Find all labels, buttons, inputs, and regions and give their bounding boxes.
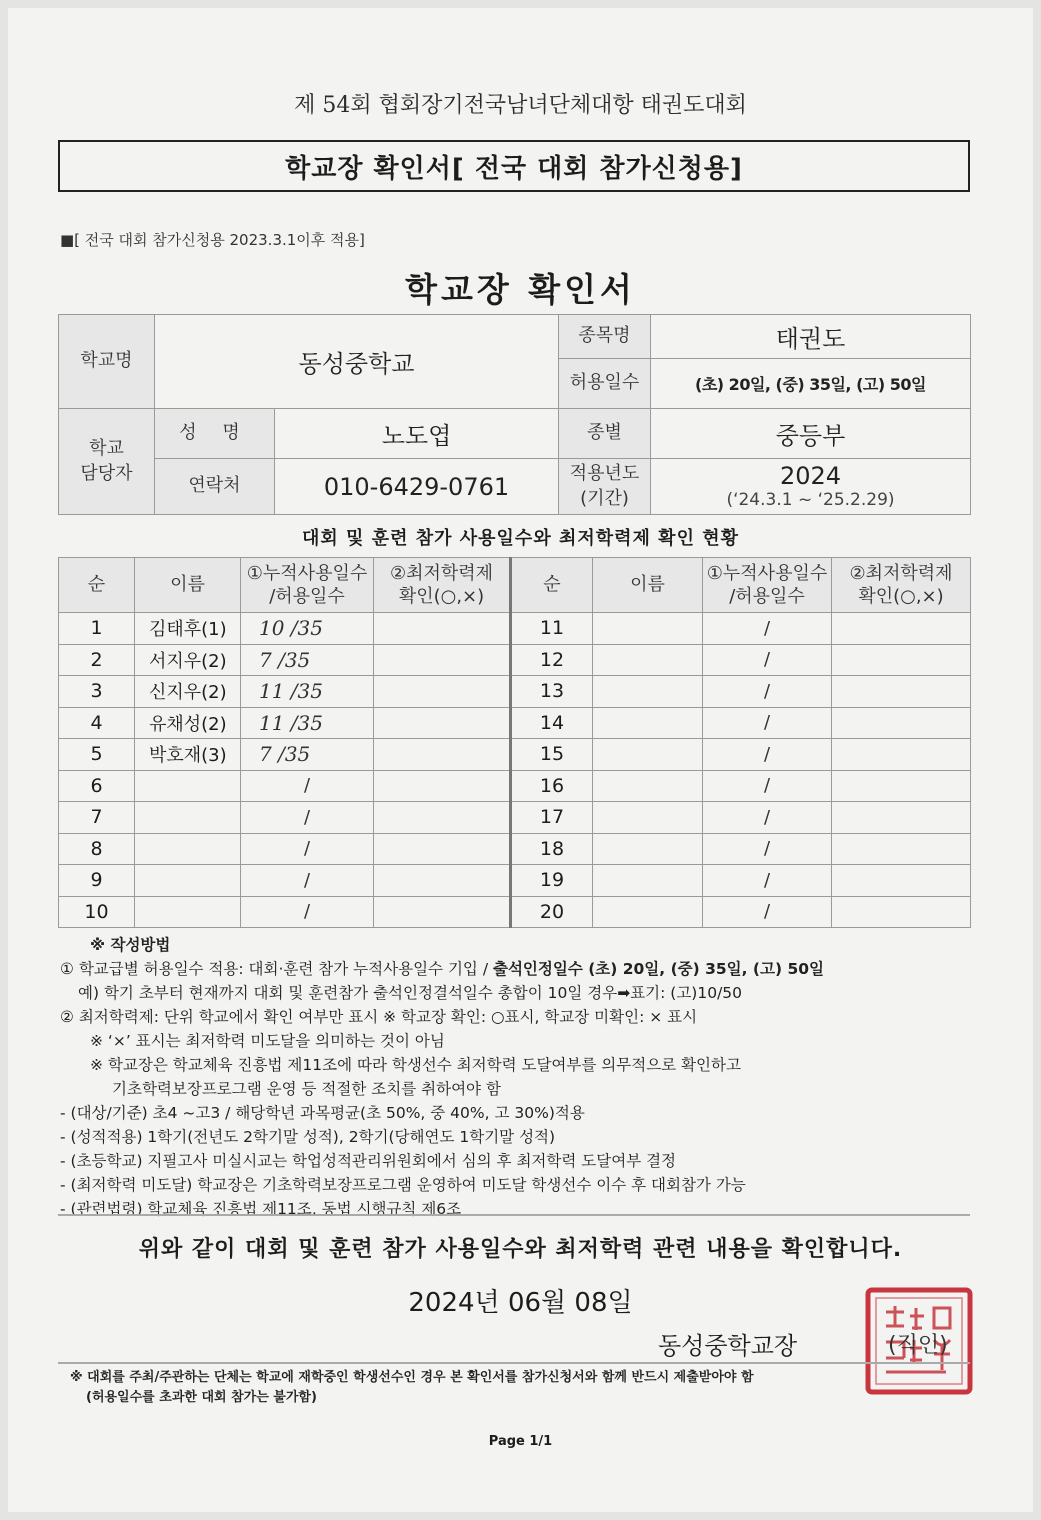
allowed-days-label: 허용일수 xyxy=(559,359,651,409)
table-row xyxy=(59,770,971,802)
days-used: / xyxy=(703,739,832,771)
note-7: - (성적적용) 1학기(전년도 2학기말 성적), 2학기(당해연도 1학기말 성적) xyxy=(60,1128,556,1146)
table-row xyxy=(59,896,971,928)
check-mark xyxy=(832,676,971,708)
note-10: - (관련법령) 학교체육 진흥법 제11조, 동법 시행규칙 제6조 xyxy=(60,1200,462,1218)
row-number: 14 xyxy=(511,707,593,739)
days-used: / xyxy=(703,707,832,739)
note-5: 기초학력보장프로그램 운영 등 적절한 조치를 취하여야 함 xyxy=(112,1080,501,1098)
row-number: 11 xyxy=(511,613,593,645)
days-used: 7 /35 xyxy=(241,739,374,771)
days-used: / xyxy=(703,644,832,676)
header-check: ②최저학력제 확인(○,×) xyxy=(832,558,971,613)
check-mark xyxy=(374,833,511,865)
school-label: 학교명 xyxy=(59,315,155,409)
row-number: 15 xyxy=(511,739,593,771)
table-row xyxy=(59,802,971,834)
days-used: 11 /35 xyxy=(241,707,374,739)
table-row xyxy=(59,833,971,865)
issue-date: 2024년 06월 08일 xyxy=(408,1288,633,1318)
row-number: 7 xyxy=(59,802,135,834)
header-check: ②최저학력제 확인(○,×) xyxy=(374,558,511,613)
student-name xyxy=(135,896,241,928)
days-used: / xyxy=(703,865,832,897)
note-4: ※ 학교장은 학교체육 진흥법 제11조에 따라 학생선수 최저학력 도달여부를 의무적으로 확인하고 xyxy=(90,1056,741,1074)
row-number: 4 xyxy=(59,707,135,739)
status-table xyxy=(58,557,971,928)
check-mark xyxy=(374,802,511,834)
check-mark xyxy=(374,739,511,771)
name-label: 성 명 xyxy=(155,409,275,459)
student-name xyxy=(135,865,241,897)
check-mark xyxy=(832,644,971,676)
footnote xyxy=(70,1368,754,1408)
row-number: 19 xyxy=(511,865,593,897)
note-1-bold: 출석인정일수 (초) 20일, (중) 35일, (고) 50일 xyxy=(492,960,825,978)
row-number: 8 xyxy=(59,833,135,865)
days-used: / xyxy=(241,833,374,865)
check-mark xyxy=(832,707,971,739)
header-no: 순 xyxy=(59,558,135,613)
table-row xyxy=(59,707,971,739)
row-number: 10 xyxy=(59,896,135,928)
check-mark xyxy=(374,613,511,645)
student-name xyxy=(593,613,703,645)
note-6: - (대상/기준) 초4 ~고3 / 해당학년 과목평균(초 50%, 중 40%, 고 30%)적용 xyxy=(60,1104,585,1122)
footnote-line-2: (허용일수를 초과한 대회 참가는 불가함) xyxy=(86,1390,317,1405)
period-value: (‘24.3.1 ~ ‘25.2.29) xyxy=(726,489,895,510)
student-name xyxy=(593,707,703,739)
student-name xyxy=(593,644,703,676)
table-row xyxy=(59,676,971,708)
student-name xyxy=(135,833,241,865)
row-number: 1 xyxy=(59,613,135,645)
note-1-text: ① 학교급별 허용일수 적용: 대회·훈련 참가 누적사용일수 기입 / xyxy=(60,960,493,978)
student-name: 신지우(2) xyxy=(135,676,241,708)
table-row xyxy=(59,865,971,897)
category-value: 중등부 xyxy=(651,409,971,459)
manager-label: 학교 담당자 xyxy=(59,409,155,515)
seal-label: (직인) xyxy=(888,1333,948,1358)
table-row xyxy=(59,644,971,676)
days-used: 10 /35 xyxy=(241,613,374,645)
student-name xyxy=(593,896,703,928)
check-mark xyxy=(832,770,971,802)
divider xyxy=(58,1214,970,1216)
allowed-days-value: (초) 20일, (중) 35일, (고) 50일 xyxy=(651,359,971,409)
note-1 xyxy=(60,957,960,981)
sub-note: ■[ 전국 대회 참가신청용 2023.3.1이후 적용] xyxy=(60,231,365,249)
row-number: 2 xyxy=(59,644,135,676)
check-mark xyxy=(832,833,971,865)
footer-divider xyxy=(58,1362,970,1364)
instructions xyxy=(60,933,960,1221)
check-mark xyxy=(832,896,971,928)
year-value: 2024 xyxy=(779,461,842,490)
header-name: 이름 xyxy=(135,558,241,613)
header-days: ①누적사용일수 /허용일수 xyxy=(241,558,374,613)
header-no: 순 xyxy=(511,558,593,613)
row-number: 9 xyxy=(59,865,135,897)
days-used: / xyxy=(703,802,832,834)
contact-value: 010-6429-0761 xyxy=(275,459,559,515)
days-used: / xyxy=(703,770,832,802)
days-used: 11 /35 xyxy=(241,676,374,708)
note-3: ※ ‘×’ 표시는 최저학력 미도달을 의미하는 것이 아님 xyxy=(90,1032,445,1050)
days-used: / xyxy=(703,676,832,708)
row-number: 17 xyxy=(511,802,593,834)
student-name: 박호재(3) xyxy=(135,739,241,771)
confirm-statement: 위와 같이 대회 및 훈련 참가 사용일수와 최저학력 관련 내용을 확인합니다. xyxy=(138,1237,903,1262)
row-number: 13 xyxy=(511,676,593,708)
year-label: 적용년도 (기간) xyxy=(559,459,651,515)
row-number: 18 xyxy=(511,833,593,865)
days-used: 7 /35 xyxy=(241,644,374,676)
school-name: 동성중학교 xyxy=(155,315,559,409)
manager-name: 노도엽 xyxy=(275,409,559,459)
notes-heading: ※ 작성방법 xyxy=(90,936,171,954)
days-used: / xyxy=(241,865,374,897)
row-number: 16 xyxy=(511,770,593,802)
info-table xyxy=(58,314,971,515)
days-used: / xyxy=(241,770,374,802)
days-used: / xyxy=(703,833,832,865)
student-name: 서지우(2) xyxy=(135,644,241,676)
footnote-line-1: ※ 대회를 주최/주관하는 단체는 학교에 재학중인 학생선수인 경우 본 확인서를 참가신청서와 함께 반드시 제출받아야 함 xyxy=(70,1370,754,1385)
student-name xyxy=(593,739,703,771)
table-row xyxy=(59,613,971,645)
check-mark xyxy=(832,802,971,834)
student-name xyxy=(135,770,241,802)
check-mark xyxy=(374,896,511,928)
days-used: / xyxy=(703,896,832,928)
box-title: 학교장 확인서[ 전국 대회 참가신청용] xyxy=(58,140,970,192)
row-number: 5 xyxy=(59,739,135,771)
student-name xyxy=(593,865,703,897)
check-mark xyxy=(832,613,971,645)
row-number: 20 xyxy=(511,896,593,928)
days-used: / xyxy=(241,802,374,834)
check-mark xyxy=(832,865,971,897)
row-number: 3 xyxy=(59,676,135,708)
check-mark xyxy=(832,739,971,771)
header-days: ①누적사용일수 /허용일수 xyxy=(703,558,832,613)
category-label: 종별 xyxy=(559,409,651,459)
contact-label: 연락처 xyxy=(155,459,275,515)
row-number: 12 xyxy=(511,644,593,676)
status-title: 대회 및 훈련 참가 사용일수와 최저학력제 확인 현황 xyxy=(301,528,739,549)
main-title: 학교장 확인서 xyxy=(405,270,636,309)
check-mark xyxy=(374,770,511,802)
check-mark xyxy=(374,644,511,676)
student-name xyxy=(593,833,703,865)
page-number: Page 1/1 xyxy=(488,1434,553,1449)
sport-value: 태권도 xyxy=(651,315,971,359)
sport-label: 종목명 xyxy=(559,315,651,359)
check-mark xyxy=(374,865,511,897)
note-9: - (최저학력 미도달) 학교장은 기초학력보장프로그램 운영하여 미도달 학생선수 이수 후 대회참가 가능 xyxy=(60,1176,746,1194)
header-name: 이름 xyxy=(593,558,703,613)
student-name xyxy=(135,802,241,834)
days-used: / xyxy=(703,613,832,645)
check-mark xyxy=(374,707,511,739)
student-name xyxy=(593,770,703,802)
note-2: ② 최저학력제: 단위 학교에서 확인 여부만 표시 ※ 학교장 확인: ○표시, 학교장 미확인: × 표시 xyxy=(60,1008,698,1026)
row-number: 6 xyxy=(59,770,135,802)
days-used: / xyxy=(241,896,374,928)
principal-name: 동성중학교장 xyxy=(658,1332,798,1360)
check-mark xyxy=(374,676,511,708)
note-8: - (초등학교) 지필고사 미실시교는 학업성적관리위원회에서 심의 후 최저학력 도달여부 결정 xyxy=(60,1152,677,1170)
note-1-example: 예) 학기 초부터 현재까지 대회 및 훈련참가 출석인정결석일수 총합이 10일 경우➡표기: (고)10/50 xyxy=(78,984,743,1002)
event-title: 제 54회 협회장기전국남녀단체대항 태권도대회 xyxy=(294,93,747,118)
student-name: 유채성(2) xyxy=(135,707,241,739)
table-row xyxy=(59,739,971,771)
student-name xyxy=(593,802,703,834)
student-name: 김태후(1) xyxy=(135,613,241,645)
student-name xyxy=(593,676,703,708)
